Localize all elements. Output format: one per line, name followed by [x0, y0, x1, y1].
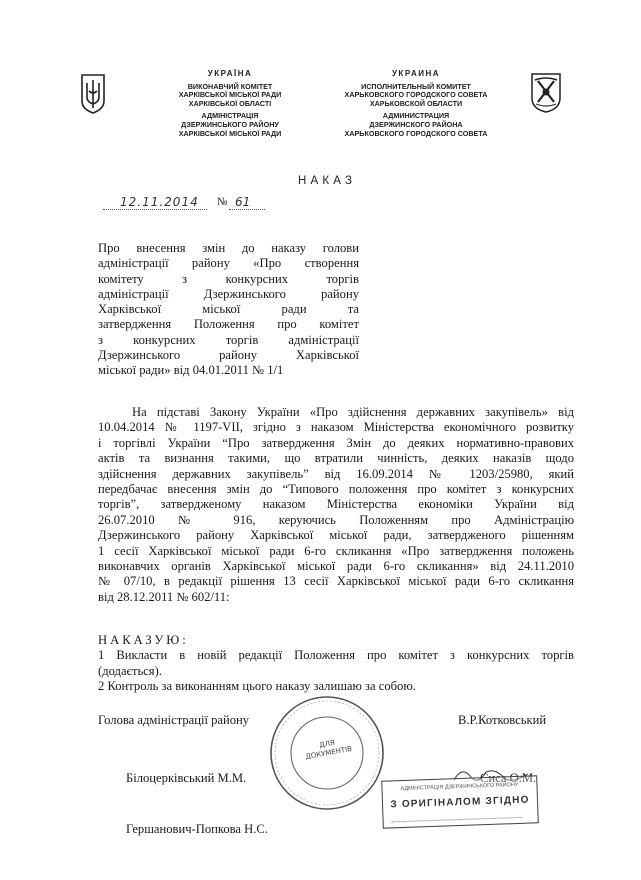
body-line: виконавчих органів Харківської міської ради 6-го скликання» від 24.11.2010: [98, 559, 574, 574]
signer-1: Білоцерківський М.М.: [126, 771, 247, 785]
dotted-underline: [229, 209, 265, 210]
header-left-line: ВИКОНАВЧИЙ КОМІТЕТ: [187, 81, 273, 91]
header-left-admin-line: АДМІНІСТРАЦІЯ: [201, 111, 259, 121]
header-left: [150, 70, 310, 138]
document-date: 12.11.2014: [120, 195, 199, 209]
document-number: 61: [235, 195, 251, 209]
date-number-line: [103, 195, 273, 215]
header-left-line: ХАРКІВСЬКОЇ ОБЛАСТІ: [188, 98, 272, 108]
header-left-admin-line: ДЗЕРЖИНСЬКОГО РАЙОНУ: [181, 119, 279, 129]
header-left-country: УКРАЇНА: [207, 69, 253, 78]
subject-line: комітету з конкурсних торгів: [98, 271, 359, 286]
subject-line: Про внесення змін до наказу голови: [98, 241, 359, 255]
order-item: 1 Викласти в новій редакції Положення про комітет з конкурсних торгів: [98, 648, 574, 663]
subject-line: Дзержинського району Харківської: [98, 348, 359, 363]
body-line: № 07/10, в редакції рішення 13 сесії Харківської міської ради 6-го скликання: [98, 574, 574, 589]
body-line: передбачає внесення змін до “Типового положення про комітет з конкурсних: [98, 482, 574, 497]
body-line: 26.07.2010 № 916, керуючись Положенням про Адміністрацію: [98, 512, 574, 527]
header-right-admin-line: ДЗЕРЖИНСКОГО РАЙОНА: [369, 119, 463, 129]
header-right-country: УКРАИНА: [391, 69, 441, 78]
subject-line: затвердження Положення про комітет: [98, 317, 359, 332]
body-line: і торгівлі України “Про затвердження Змін до деяких нормативно-правових: [98, 435, 574, 450]
body-line: 10.04.2014 № 1197-VII, згідно з наказом Міністерства економічного розвитку: [98, 420, 574, 435]
number-sign: №: [217, 196, 228, 208]
order-keyword: НАКАЗУЮ:: [98, 633, 189, 647]
body-line: актів та визнання такими, що втратили чинність, деяких наказів щодо: [98, 451, 574, 466]
certified-copy-stamp: [381, 775, 539, 828]
signer-3: Гершанович-Попкова Н.С.: [126, 822, 268, 836]
signer-2: Сиса О.М.: [480, 771, 537, 785]
order-item: 2 Контроль за виконанням цього наказу залишаю за собою.: [98, 679, 416, 694]
copy-stamp-signature-line: [392, 817, 522, 823]
head-name: В.Р.Котковський: [458, 713, 547, 727]
header-right-line: ХАРЬКОВСКОГО ГОРОДСКОГО СОВЕТА: [344, 90, 488, 100]
header-right-line: ИСПОЛНИТЕЛЬНЫЙ КОМИТЕТ: [361, 81, 471, 91]
subject-line: Харківської міської ради та: [98, 302, 359, 317]
copy-stamp-caption: АДМІНІСТРАЦІЯ ДЗЕРЖИНСЬКОГО РАЙОНУ: [400, 781, 519, 793]
subject-line: міської ради» від 04.01.2011 № 1/1: [98, 363, 284, 378]
body-line: торгів”, затвердженому наказом Міністерства економіки України від: [98, 497, 574, 512]
header-right-admin-line: ХАРЬКОВСКОГО ГОРОДСКОГО СОВЕТА: [344, 128, 488, 138]
subject-line: адміністрації Дзержинського району: [98, 286, 359, 301]
ukraine-trident-emblem: [80, 73, 106, 115]
header-left-admin-line: ХАРКІВСЬКОЇ МІСЬКОЇ РАДИ: [178, 128, 282, 138]
kharkiv-city-emblem: [530, 72, 562, 114]
body-line: здійснення державних закупівель” від 16.09.2014 № 1203/25980, який: [98, 466, 574, 481]
head-title: Голова адміністрації району: [98, 713, 250, 727]
body-line: Дзержинського району Харківської міської ради, затвердженого рішенням: [98, 528, 574, 543]
header-left-line: ХАРКІВСЬКОЇ МІСЬКОЇ РАДИ: [178, 90, 282, 100]
subject-line: з конкурсних торгів адміністрації: [98, 332, 359, 347]
body-line: від 28.12.2011 № 602/11:: [98, 589, 230, 604]
header-right-line: ХАРЬКОВСКОЙ ОБЛАСТИ: [369, 98, 463, 108]
order-section: [98, 633, 574, 695]
copy-stamp-main-text: З ОРИГІНАЛОМ ЗГІДНО: [390, 794, 530, 810]
body-paragraph: [98, 405, 574, 605]
header-right-admin-line: АДМИНИСТРАЦИЯ: [382, 111, 450, 121]
document-title: НАКАЗ: [298, 175, 357, 187]
header-right: [332, 70, 500, 138]
round-official-stamp: [268, 694, 386, 812]
subject-block: [98, 241, 359, 379]
dotted-underline: [103, 209, 207, 210]
subject-line: адміністрації району «Про створення: [98, 256, 359, 271]
body-line: На підставі Закону України «Про здійснення державних закупівель» від: [132, 405, 574, 419]
round-stamp-center-text: ДЛЯ ДОКУМЕНТІВ: [304, 738, 353, 761]
body-line: 1 сесії Харківської міської ради 6-го скликання «Про затвердження положень: [98, 543, 574, 558]
order-item: (додається).: [98, 663, 162, 678]
